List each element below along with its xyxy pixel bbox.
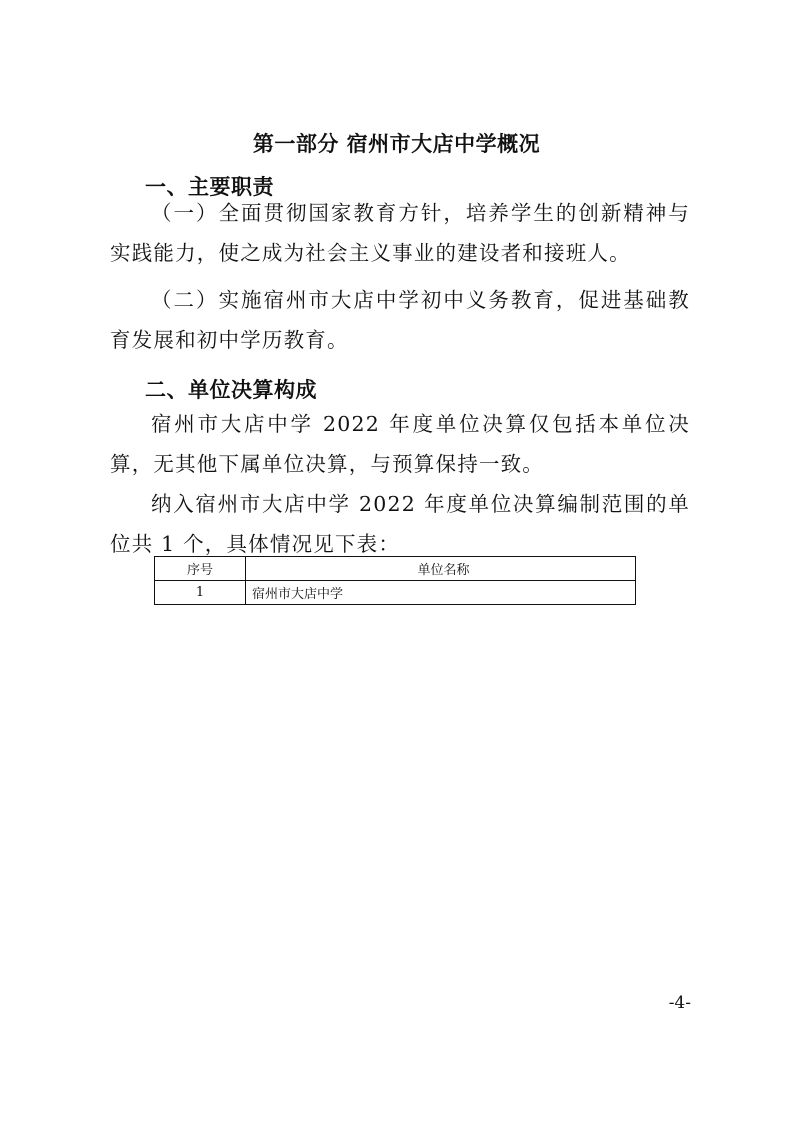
table-row	[155, 581, 636, 605]
page-title: 第一部分 宿州市大店中学概况	[252, 132, 541, 156]
unit-table	[154, 556, 636, 605]
paragraph-composition-1: 宿州市大店中学 2022 年度单位决算仅包括本单位决算，无其他下属单位决算，与预算保持一致。	[110, 412, 690, 476]
table-cell-number: 1	[155, 581, 246, 605]
paragraph-duty-1: （一）全面贯彻国家教育方针，培养学生的创新精神与实践能力，使之成为社会主义事业的建设者和接班人。	[110, 201, 690, 265]
paragraph-duty-2: （二）实施宿州市大店中学初中义务教育，促进基础教育发展和初中学历教育。	[110, 288, 690, 352]
section-heading-composition: 二、单位决算构成	[145, 378, 317, 402]
table-cell-unit-name: 宿州市大店中学	[246, 581, 636, 605]
table-header-row	[155, 557, 636, 581]
paragraph-composition-2: 纳入宿州市大店中学 2022 年度单位决算编制范围的单位共 1 个，具体情况见下表：	[110, 492, 690, 556]
table-header-unit-name: 单位名称	[246, 557, 636, 581]
table-header-number: 序号	[155, 557, 246, 581]
section-heading-duties: 一、主要职责	[145, 175, 274, 199]
page-number: -4-	[668, 993, 691, 1013]
